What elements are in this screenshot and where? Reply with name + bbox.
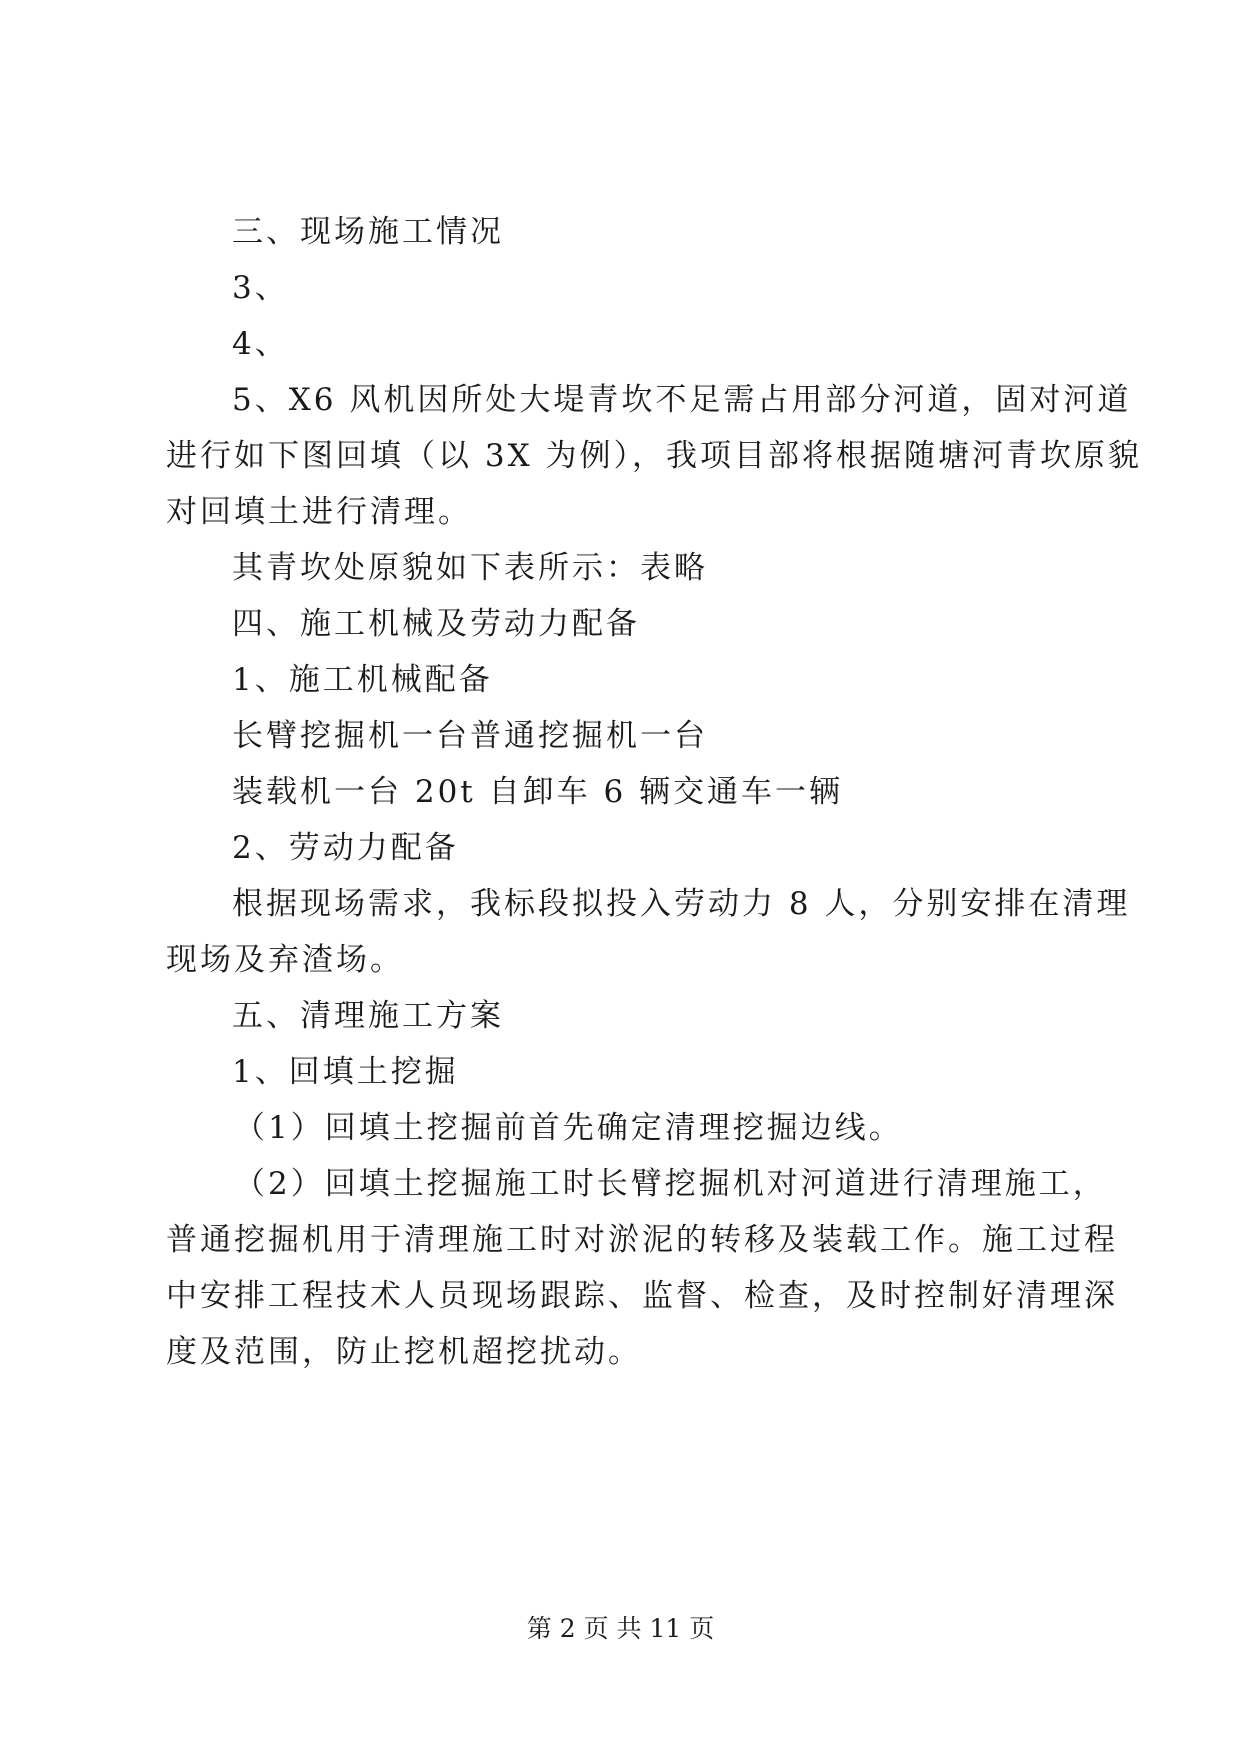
subheading-excavation: 1、回填土挖掘 (232, 1054, 459, 1090)
paragraph-step-2-line-2: 普通挖掘机用于清理施工时对淤泥的转移及装载工作。施工过程 (166, 1222, 1118, 1258)
paragraph-step-2-line-1: （2）回填土挖掘施工时长臂挖掘机对河道进行清理施工， (234, 1166, 1107, 1202)
paragraph-item-3: 3、 (232, 270, 289, 306)
paragraph-step-2-line-4: 度及范围，防止挖机超挖扰动。 (166, 1334, 642, 1370)
section-heading-5: 五、清理施工方案 (232, 998, 504, 1034)
paragraph-item-5-line-2: 进行如下图回填（以 3X 为例），我项目部将根据随塘河青坎原貌 (166, 438, 1142, 474)
subheading-labor: 2、劳动力配备 (232, 830, 459, 866)
paragraph-step-2-line-3: 中安排工程技术人员现场跟踪、监督、检查，及时控制好清理深 (166, 1278, 1118, 1314)
page-number-footer: 第 2 页 共 11 页 (526, 1614, 715, 1643)
section-heading-3: 三、现场施工情况 (232, 214, 504, 250)
subheading-machinery: 1、施工机械配备 (232, 662, 493, 698)
paragraph-item-4: 4、 (232, 326, 289, 362)
paragraph-machinery-2: 装载机一台 20t 自卸车 6 辆交通车一辆 (232, 774, 844, 810)
paragraph-item-5-line-3: 对回填土进行清理。 (166, 494, 472, 530)
paragraph-item-5-line-1: 5、X6 风机因所处大堤青坎不足需占用部分河道，固对河道 (232, 382, 1132, 418)
paragraph-labor-line-2: 现场及弃渣场。 (166, 942, 404, 978)
paragraph-labor-line-1: 根据现场需求，我标段拟投入劳动力 8 人，分别安排在清理 (232, 886, 1131, 922)
paragraph-step-1: （1）回填土挖掘前首先确定清理挖掘边线。 (234, 1110, 903, 1146)
paragraph-original-state: 其青坎处原貌如下表所示：表略 (232, 550, 708, 586)
section-heading-4: 四、施工机械及劳动力配备 (232, 606, 640, 642)
paragraph-machinery-1: 长臂挖掘机一台普通挖掘机一台 (232, 718, 708, 754)
